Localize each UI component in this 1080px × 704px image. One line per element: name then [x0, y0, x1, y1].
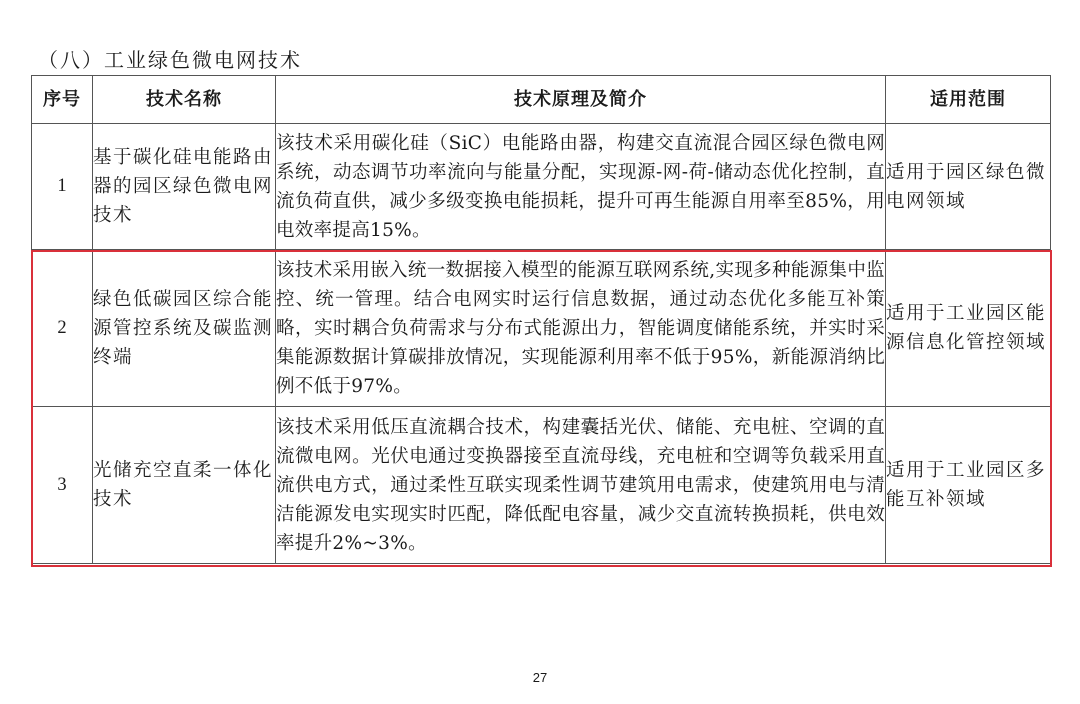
- row-scope: 适用于工业园区多能互补领域: [886, 407, 1051, 564]
- section-title: （八）工业绿色微电网技术: [38, 48, 302, 72]
- row-index: 1: [32, 124, 93, 250]
- row-tech-name: 绿色低碳园区综合能源管控系统及碳监测终端: [93, 250, 276, 407]
- row-description: 该技术采用嵌入统一数据接入模型的能源互联网系统,实现多种能源集中监控、统一管理。结合电网实时运行信息数据，通过动态优化多能互补策略，实时耦合负荷需求与分布式能源出力，智能调度储能系统，并实时采集能源数据计算碳排放情况，实现能源利用率不低于95%，新能源消纳比例不低于97%。: [276, 250, 886, 407]
- page-number: 27: [532, 670, 548, 685]
- row-description: 该技术采用低压直流耦合技术，构建囊括光伏、储能、充电桩、空调的直流微电网。光伏电通过变换器接至直流母线，充电桩和空调等负载采用直流供电方式，通过柔性互联实现柔性调节建筑用电需求，使建筑用电与清洁能源发电实现实时匹配，降低配电容量，减少交直流转换损耗，供电效率提升2%~3%。: [276, 407, 886, 564]
- header-description: 技术原理及简介: [276, 76, 886, 124]
- row-description: 该技术采用碳化硅（SiC）电能路由器，构建交直流混合园区绿色微电网系统，动态调节功率流向与能量分配，实现源-网-荷-储动态优化控制，直流负荷直供，减少多级变换电能损耗，提升可再生能源自用率至85%，用电效率提高15%。: [276, 124, 886, 250]
- table-row: [32, 407, 1051, 564]
- row-tech-name: 光储充空直柔一体化技术: [93, 407, 276, 564]
- table-row: [32, 250, 1051, 407]
- header-scope: 适用范围: [886, 76, 1051, 124]
- header-name: 技术名称: [93, 76, 276, 124]
- technology-table: [31, 75, 1051, 564]
- row-tech-name: 基于碳化硅电能路由器的园区绿色微电网技术: [93, 124, 276, 250]
- row-index: 3: [32, 407, 93, 564]
- row-scope: 适用于园区绿色微电网领域: [886, 124, 1051, 250]
- table-header-row: [32, 76, 1051, 124]
- row-index: 2: [32, 250, 93, 407]
- row-scope: 适用于工业园区能源信息化管控领域: [886, 250, 1051, 407]
- header-index: 序号: [32, 76, 93, 124]
- table-row: [32, 124, 1051, 250]
